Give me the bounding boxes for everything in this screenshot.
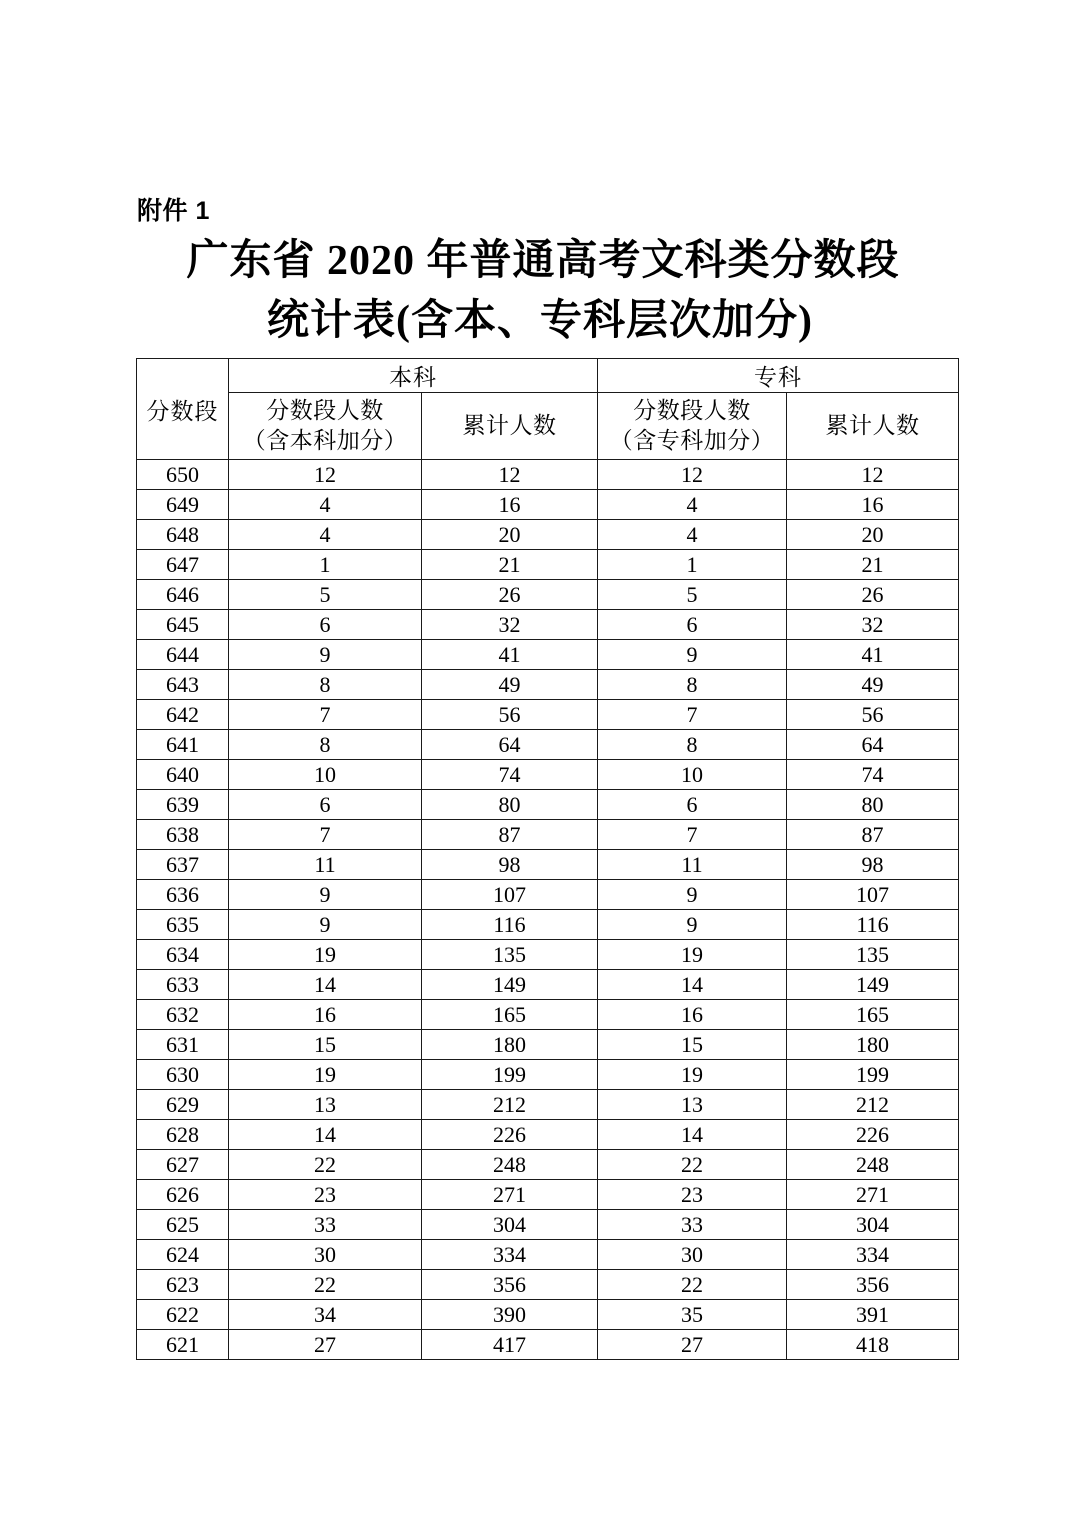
- table-row: [137, 880, 959, 910]
- table-row: [137, 790, 959, 820]
- cell-college-cumulative: 107: [787, 880, 959, 910]
- cell-undergrad-cumulative: 390: [422, 1300, 598, 1330]
- cell-college-cumulative: 180: [787, 1030, 959, 1060]
- column-header-college-band-count-line1: 分数段人数: [633, 397, 751, 423]
- cell-undergrad-band-count: 4: [229, 520, 422, 550]
- cell-college-band-count: 14: [598, 1120, 787, 1150]
- cell-undergrad-cumulative: 199: [422, 1060, 598, 1090]
- cell-college-cumulative: 32: [787, 610, 959, 640]
- cell-undergrad-band-count: 19: [229, 940, 422, 970]
- table-row: [137, 760, 959, 790]
- cell-college-band-count: 19: [598, 1060, 787, 1090]
- column-header-undergrad-cumulative-line1: 累计人数: [462, 412, 557, 438]
- table-row: [137, 520, 959, 550]
- cell-undergrad-cumulative: 64: [422, 730, 598, 760]
- cell-college-band-count: 35: [598, 1300, 787, 1330]
- cell-college-cumulative: 304: [787, 1210, 959, 1240]
- cell-college-band-count: 8: [598, 670, 787, 700]
- cell-college-band-count: 15: [598, 1030, 787, 1060]
- table-row: [137, 850, 959, 880]
- column-header-score-band: 分数段: [137, 359, 229, 460]
- cell-score-band: 623: [137, 1270, 229, 1300]
- cell-college-cumulative: 20: [787, 520, 959, 550]
- cell-college-cumulative: 199: [787, 1060, 959, 1090]
- cell-college-cumulative: 80: [787, 790, 959, 820]
- table-row: [137, 670, 959, 700]
- cell-score-band: 629: [137, 1090, 229, 1120]
- cell-undergrad-cumulative: 417: [422, 1330, 598, 1360]
- cell-undergrad-band-count: 9: [229, 910, 422, 940]
- cell-college-cumulative: 149: [787, 970, 959, 1000]
- cell-score-band: 636: [137, 880, 229, 910]
- cell-undergrad-band-count: 1: [229, 550, 422, 580]
- column-header-undergrad-band-count-line1: 分数段人数: [266, 397, 384, 423]
- cell-undergrad-band-count: 10: [229, 760, 422, 790]
- cell-undergrad-band-count: 5: [229, 580, 422, 610]
- table-row: [137, 640, 959, 670]
- table-row: [137, 1120, 959, 1150]
- cell-college-band-count: 13: [598, 1090, 787, 1120]
- cell-undergrad-band-count: 8: [229, 730, 422, 760]
- table-row: [137, 1000, 959, 1030]
- cell-college-cumulative: 12: [787, 460, 959, 490]
- page-title-line-2: 统计表(含本、专科层次加分): [267, 297, 813, 344]
- cell-college-band-count: 4: [598, 520, 787, 550]
- cell-college-cumulative: 49: [787, 670, 959, 700]
- cell-score-band: 631: [137, 1030, 229, 1060]
- cell-score-band: 633: [137, 970, 229, 1000]
- table-row: [137, 1030, 959, 1060]
- table-row: [137, 1270, 959, 1300]
- column-header-undergrad-cumulative: [422, 393, 598, 460]
- cell-undergrad-band-count: 9: [229, 640, 422, 670]
- column-group-header-junior-college: 专科: [598, 359, 959, 393]
- cell-college-band-count: 11: [598, 850, 787, 880]
- cell-undergrad-cumulative: 304: [422, 1210, 598, 1240]
- cell-undergrad-cumulative: 165: [422, 1000, 598, 1030]
- cell-college-band-count: 22: [598, 1150, 787, 1180]
- cell-undergrad-cumulative: 271: [422, 1180, 598, 1210]
- cell-score-band: 650: [137, 460, 229, 490]
- cell-college-band-count: 5: [598, 580, 787, 610]
- cell-college-cumulative: 226: [787, 1120, 959, 1150]
- cell-undergrad-cumulative: 41: [422, 640, 598, 670]
- cell-college-cumulative: 391: [787, 1300, 959, 1330]
- cell-undergrad-cumulative: 180: [422, 1030, 598, 1060]
- cell-college-cumulative: 418: [787, 1330, 959, 1360]
- cell-college-band-count: 4: [598, 490, 787, 520]
- cell-college-cumulative: 356: [787, 1270, 959, 1300]
- cell-score-band: 624: [137, 1240, 229, 1270]
- cell-college-band-count: 14: [598, 970, 787, 1000]
- cell-college-cumulative: 248: [787, 1150, 959, 1180]
- table-row: [137, 1150, 959, 1180]
- cell-college-band-count: 10: [598, 760, 787, 790]
- cell-score-band: 642: [137, 700, 229, 730]
- table-row: [137, 940, 959, 970]
- cell-undergrad-cumulative: 56: [422, 700, 598, 730]
- cell-undergrad-band-count: 11: [229, 850, 422, 880]
- cell-college-band-count: 12: [598, 460, 787, 490]
- cell-score-band: 634: [137, 940, 229, 970]
- cell-undergrad-band-count: 6: [229, 790, 422, 820]
- cell-college-cumulative: 74: [787, 760, 959, 790]
- cell-undergrad-band-count: 14: [229, 970, 422, 1000]
- table-row: [137, 970, 959, 1000]
- table-header-group-row: [137, 359, 959, 393]
- cell-undergrad-cumulative: 334: [422, 1240, 598, 1270]
- cell-college-band-count: 7: [598, 820, 787, 850]
- cell-college-cumulative: 135: [787, 940, 959, 970]
- table-row: [137, 1060, 959, 1090]
- cell-undergrad-cumulative: 116: [422, 910, 598, 940]
- cell-college-cumulative: 56: [787, 700, 959, 730]
- cell-college-band-count: 7: [598, 700, 787, 730]
- cell-score-band: 630: [137, 1060, 229, 1090]
- cell-undergrad-cumulative: 87: [422, 820, 598, 850]
- cell-score-band: 621: [137, 1330, 229, 1360]
- page-title-line-1: 广东省 2020 年普通高考文科类分数段: [186, 238, 900, 284]
- cell-undergrad-cumulative: 80: [422, 790, 598, 820]
- attachment-label: 附件 1: [137, 197, 210, 225]
- cell-score-band: 643: [137, 670, 229, 700]
- cell-college-band-count: 9: [598, 640, 787, 670]
- table-row: [137, 1330, 959, 1360]
- cell-undergrad-band-count: 34: [229, 1300, 422, 1330]
- table-row: [137, 730, 959, 760]
- cell-college-band-count: 27: [598, 1330, 787, 1360]
- table-row: [137, 1090, 959, 1120]
- table-header-sub-row: [137, 393, 959, 460]
- score-distribution-table: [136, 358, 959, 1360]
- table-header: [137, 359, 959, 460]
- cell-score-band: 632: [137, 1000, 229, 1030]
- cell-college-cumulative: 116: [787, 910, 959, 940]
- cell-score-band: 626: [137, 1180, 229, 1210]
- cell-college-band-count: 16: [598, 1000, 787, 1030]
- cell-undergrad-band-count: 8: [229, 670, 422, 700]
- cell-college-band-count: 22: [598, 1270, 787, 1300]
- table-row: [137, 580, 959, 610]
- cell-undergrad-cumulative: 20: [422, 520, 598, 550]
- cell-undergrad-band-count: 22: [229, 1150, 422, 1180]
- cell-college-band-count: 1: [598, 550, 787, 580]
- cell-undergrad-band-count: 12: [229, 460, 422, 490]
- cell-college-band-count: 6: [598, 610, 787, 640]
- cell-undergrad-band-count: 13: [229, 1090, 422, 1120]
- cell-score-band: 646: [137, 580, 229, 610]
- cell-undergrad-cumulative: 149: [422, 970, 598, 1000]
- column-header-college-band-count: [598, 393, 787, 460]
- column-header-college-cumulative-line1: 累计人数: [825, 412, 920, 438]
- table-row: [137, 610, 959, 640]
- cell-undergrad-cumulative: 107: [422, 880, 598, 910]
- cell-score-band: 627: [137, 1150, 229, 1180]
- cell-college-cumulative: 334: [787, 1240, 959, 1270]
- cell-score-band: 641: [137, 730, 229, 760]
- cell-undergrad-cumulative: 74: [422, 760, 598, 790]
- cell-undergrad-band-count: 9: [229, 880, 422, 910]
- cell-undergrad-band-count: 6: [229, 610, 422, 640]
- cell-college-band-count: 23: [598, 1180, 787, 1210]
- cell-undergrad-cumulative: 212: [422, 1090, 598, 1120]
- cell-undergrad-cumulative: 248: [422, 1150, 598, 1180]
- cell-score-band: 622: [137, 1300, 229, 1330]
- cell-undergrad-band-count: 7: [229, 700, 422, 730]
- cell-undergrad-band-count: 4: [229, 490, 422, 520]
- cell-undergrad-cumulative: 12: [422, 460, 598, 490]
- table-row: [137, 820, 959, 850]
- cell-college-band-count: 30: [598, 1240, 787, 1270]
- cell-undergrad-cumulative: 226: [422, 1120, 598, 1150]
- cell-undergrad-band-count: 23: [229, 1180, 422, 1210]
- column-header-undergrad-band-count-line2: （含本科加分）: [242, 428, 408, 453]
- cell-score-band: 649: [137, 490, 229, 520]
- cell-college-band-count: 9: [598, 910, 787, 940]
- cell-college-cumulative: 212: [787, 1090, 959, 1120]
- cell-undergrad-band-count: 22: [229, 1270, 422, 1300]
- cell-score-band: 648: [137, 520, 229, 550]
- column-header-college-band-count-line2: （含专科加分）: [609, 428, 775, 453]
- cell-college-cumulative: 16: [787, 490, 959, 520]
- cell-undergrad-cumulative: 98: [422, 850, 598, 880]
- cell-college-band-count: 9: [598, 880, 787, 910]
- cell-score-band: 637: [137, 850, 229, 880]
- cell-undergrad-band-count: 15: [229, 1030, 422, 1060]
- cell-undergrad-cumulative: 21: [422, 550, 598, 580]
- cell-undergrad-band-count: 7: [229, 820, 422, 850]
- cell-college-cumulative: 87: [787, 820, 959, 850]
- column-header-undergrad-band-count: [229, 393, 422, 460]
- cell-college-cumulative: 64: [787, 730, 959, 760]
- cell-college-cumulative: 41: [787, 640, 959, 670]
- cell-undergrad-cumulative: 135: [422, 940, 598, 970]
- cell-undergrad-band-count: 33: [229, 1210, 422, 1240]
- cell-college-band-count: 8: [598, 730, 787, 760]
- table-body: [137, 460, 959, 1360]
- table-row: [137, 550, 959, 580]
- cell-score-band: 640: [137, 760, 229, 790]
- cell-undergrad-cumulative: 356: [422, 1270, 598, 1300]
- cell-undergrad-cumulative: 32: [422, 610, 598, 640]
- cell-score-band: 628: [137, 1120, 229, 1150]
- table-row: [137, 1210, 959, 1240]
- cell-college-band-count: 33: [598, 1210, 787, 1240]
- table-row: [137, 910, 959, 940]
- table-row: [137, 460, 959, 490]
- column-group-header-undergraduate: 本科: [229, 359, 598, 393]
- cell-college-cumulative: 21: [787, 550, 959, 580]
- page-title: [0, 232, 1080, 351]
- table-row: [137, 1300, 959, 1330]
- cell-undergrad-cumulative: 26: [422, 580, 598, 610]
- cell-undergrad-cumulative: 49: [422, 670, 598, 700]
- score-distribution-table-container: [136, 358, 958, 1360]
- cell-undergrad-cumulative: 16: [422, 490, 598, 520]
- cell-undergrad-band-count: 19: [229, 1060, 422, 1090]
- cell-college-cumulative: 98: [787, 850, 959, 880]
- cell-college-band-count: 19: [598, 940, 787, 970]
- table-row: [137, 700, 959, 730]
- cell-score-band: 647: [137, 550, 229, 580]
- table-row: [137, 1240, 959, 1270]
- cell-score-band: 625: [137, 1210, 229, 1240]
- cell-undergrad-band-count: 16: [229, 1000, 422, 1030]
- cell-undergrad-band-count: 27: [229, 1330, 422, 1360]
- cell-score-band: 644: [137, 640, 229, 670]
- cell-score-band: 639: [137, 790, 229, 820]
- column-header-college-cumulative: [787, 393, 959, 460]
- cell-score-band: 645: [137, 610, 229, 640]
- cell-undergrad-band-count: 14: [229, 1120, 422, 1150]
- cell-college-cumulative: 26: [787, 580, 959, 610]
- cell-undergrad-band-count: 30: [229, 1240, 422, 1270]
- cell-score-band: 635: [137, 910, 229, 940]
- table-row: [137, 1180, 959, 1210]
- cell-score-band: 638: [137, 820, 229, 850]
- cell-college-cumulative: 165: [787, 1000, 959, 1030]
- table-row: [137, 490, 959, 520]
- cell-college-band-count: 6: [598, 790, 787, 820]
- cell-college-cumulative: 271: [787, 1180, 959, 1210]
